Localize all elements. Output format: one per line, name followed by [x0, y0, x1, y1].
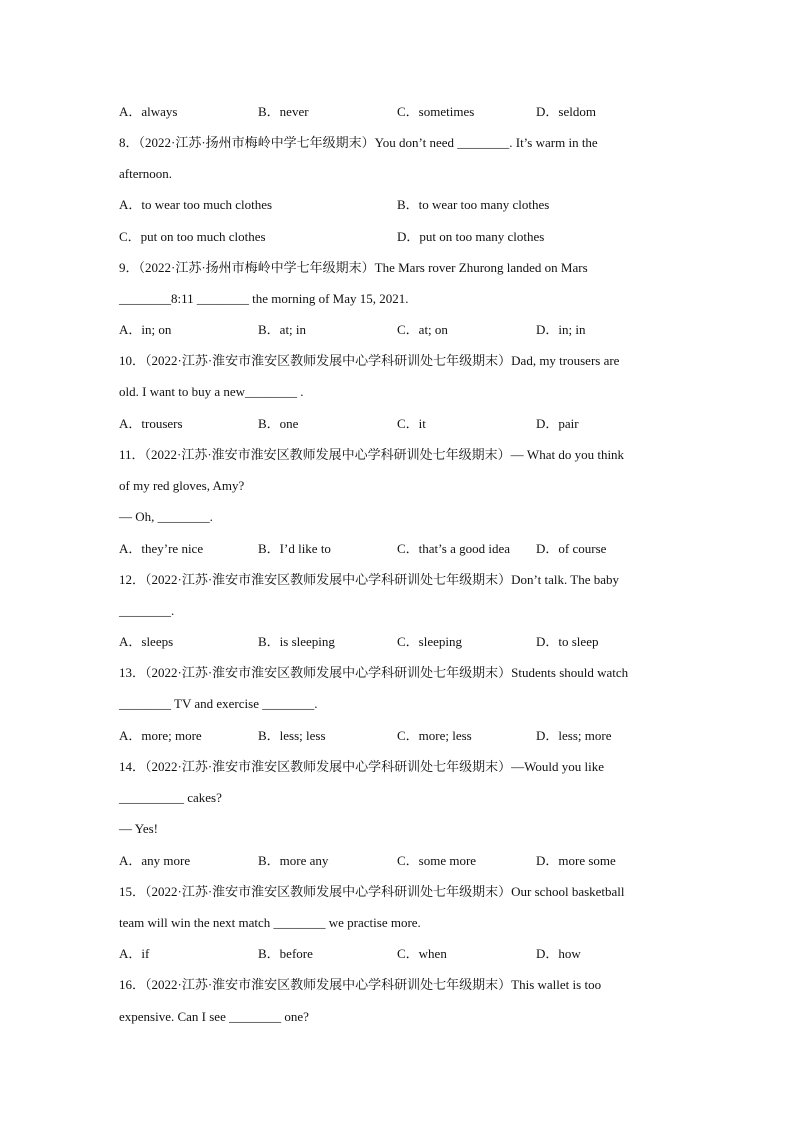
- q15-option-c: C．when: [397, 946, 447, 961]
- q12-option-b: B．is sleeping: [258, 634, 335, 649]
- q12-stem-line1: 12．（2022·江苏·淮安市淮安区教师发展中心学科研训处七年级期末）Don’t talk. The baby: [119, 572, 619, 587]
- q11-option-c: C．that’s a good idea: [397, 541, 511, 556]
- q13-option-a: A．more; more: [119, 728, 202, 743]
- q10-stem-line1: 10．（2022·江苏·淮安市淮安区教师发展中心学科研训处七年级期末）Dad, my trousers are: [119, 353, 620, 368]
- q11-stem-line2: of my red gloves, Amy?: [119, 478, 245, 493]
- q12-option-c: C．sleeping: [397, 634, 462, 649]
- q10-option-b: B．one: [258, 416, 299, 431]
- q9-option-b: B．at; in: [258, 322, 307, 337]
- q8-option-d: D．put on too many clothes: [397, 229, 545, 244]
- q14-option-b: B．more any: [258, 853, 329, 868]
- q15-stem-line2: team will win the next match ________ we practise more.: [119, 915, 421, 930]
- q14-option-d: D．more some: [536, 853, 616, 868]
- q9-stem-line1: 9．（2022·江苏·扬州市梅岭中学七年级期末）The Mars rover Zhurong landed on Mars: [119, 260, 588, 275]
- q8-option-c: C．put on too much clothes: [119, 229, 266, 244]
- q14-stem-line2: __________ cakes?: [119, 790, 222, 805]
- q11-stem-line1: 11．（2022·江苏·淮安市淮安区教师发展中心学科研训处七年级期末）— What do you think: [119, 447, 625, 462]
- q13-stem-line2: ________ TV and exercise ________.: [119, 696, 318, 711]
- q9-option-d: D．in; in: [536, 322, 586, 337]
- q11-option-a: A．they’re nice: [119, 541, 204, 556]
- q8-option-b: B．to wear too many clothes: [397, 197, 550, 212]
- q14-stem-line1: 14．（2022·江苏·淮安市淮安区教师发展中心学科研训处七年级期末）—Would you like: [119, 759, 604, 774]
- q7-option-a: A．always: [119, 104, 178, 119]
- q9-option-a: A．in; on: [119, 322, 172, 337]
- q16-stem-line2: expensive. Can I see ________ one?: [119, 1009, 309, 1024]
- q7-option-d: D．seldom: [536, 104, 596, 119]
- q8-stem-line1: 8．（2022·江苏·扬州市梅岭中学七年级期末）You don’t need ________. It’s warm in the: [119, 135, 598, 150]
- q12-option-a: A．sleeps: [119, 634, 174, 649]
- q10-option-c: C．it: [397, 416, 426, 431]
- q14-option-c: C．some more: [397, 853, 477, 868]
- q11-stem-line3: — Oh, ________.: [119, 509, 213, 524]
- q14-stem-line3: — Yes!: [119, 821, 159, 836]
- q10-option-d: D．pair: [536, 416, 579, 431]
- q8-option-a: A．to wear too much clothes: [119, 197, 273, 212]
- q7-option-b: B．never: [258, 104, 309, 119]
- q16-stem-line1: 16．（2022·江苏·淮安市淮安区教师发展中心学科研训处七年级期末）This wallet is too: [119, 977, 602, 992]
- q12-option-d: D．to sleep: [536, 634, 599, 649]
- q10-stem-line2: old. I want to buy a new________ .: [119, 384, 304, 399]
- q15-option-b: B．before: [258, 946, 313, 961]
- q15-option-d: D．how: [536, 946, 581, 961]
- q9-option-c: C．at; on: [397, 322, 448, 337]
- q14-option-a: A．any more: [119, 853, 191, 868]
- q8-stem-line2: afternoon.: [119, 166, 173, 181]
- q15-option-a: A．if: [119, 946, 150, 961]
- q11-option-d: D．of course: [536, 541, 607, 556]
- q7-option-c: C．sometimes: [397, 104, 475, 119]
- q15-stem-line1: 15．（2022·江苏·淮安市淮安区教师发展中心学科研训处七年级期末）Our school basketball: [119, 884, 625, 899]
- q10-option-a: A．trousers: [119, 416, 183, 431]
- q12-stem-line2: ________.: [119, 603, 175, 618]
- q11-option-b: B．I’d like to: [258, 541, 331, 556]
- q13-option-b: B．less; less: [258, 728, 326, 743]
- q13-option-d: D．less; more: [536, 728, 612, 743]
- q13-option-c: C．more; less: [397, 728, 472, 743]
- q9-stem-line2: ________8:11 ________ the morning of May 15, 2021.: [119, 291, 409, 306]
- q13-stem-line1: 13．（2022·江苏·淮安市淮安区教师发展中心学科研训处七年级期末）Students should watch: [119, 665, 629, 680]
